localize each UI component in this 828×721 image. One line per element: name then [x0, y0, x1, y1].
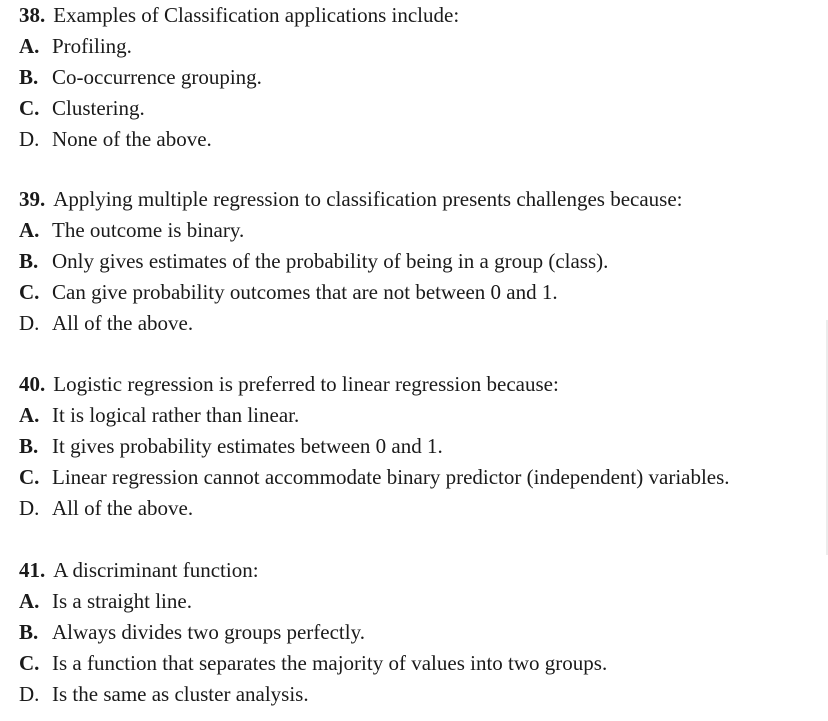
answer-option-a	[19, 400, 824, 431]
option-text: Is the same as cluster analysis.	[52, 682, 309, 706]
option-text: Is a straight line.	[52, 589, 192, 613]
option-letter: D.	[19, 682, 40, 706]
option-letter: C.	[19, 651, 40, 675]
option-letter: B.	[19, 434, 39, 458]
option-letter: A.	[19, 34, 40, 58]
question-number: 39.	[19, 187, 46, 211]
question-40	[19, 369, 824, 524]
question-stem	[19, 0, 824, 31]
option-text: All of the above.	[52, 496, 194, 520]
answer-option-b	[19, 246, 824, 277]
question-text: A discriminant function:	[53, 558, 259, 582]
option-letter: D.	[19, 127, 40, 151]
answer-option-d	[19, 308, 824, 339]
option-letter: B.	[19, 249, 39, 273]
answer-option-d	[19, 679, 824, 710]
option-text: All of the above.	[52, 311, 194, 335]
question-text: Logistic regression is preferred to linear regression because:	[53, 372, 559, 396]
question-text: Applying multiple regression to classification presents challenges because:	[53, 187, 683, 211]
answer-option-b	[19, 431, 824, 462]
answer-option-c	[19, 277, 824, 308]
option-text: The outcome is binary.	[52, 218, 245, 242]
answer-option-c	[19, 462, 824, 493]
option-letter: D.	[19, 311, 40, 335]
option-letter: B.	[19, 65, 39, 89]
option-letter: C.	[19, 96, 40, 120]
option-letter: A.	[19, 218, 40, 242]
answer-option-c	[19, 648, 824, 679]
option-text: Always divides two groups perfectly.	[52, 620, 365, 644]
question-38	[19, 0, 824, 155]
option-letter: C.	[19, 280, 40, 304]
question-number: 40.	[19, 372, 46, 396]
option-text: Co-occurrence grouping.	[52, 65, 262, 89]
option-text: Profiling.	[52, 34, 132, 58]
option-text: None of the above.	[52, 127, 212, 151]
answer-option-a	[19, 31, 824, 62]
option-text: It is logical rather than linear.	[52, 403, 300, 427]
question-stem	[19, 369, 824, 400]
question-number: 38.	[19, 3, 46, 27]
question-stem	[19, 184, 824, 215]
option-text: Can give probability outcomes that are not between 0 and 1.	[52, 280, 558, 304]
option-text: Is a function that separates the majority of values into two groups.	[52, 651, 608, 675]
question-text: Examples of Classification applications include:	[53, 3, 460, 27]
answer-option-c	[19, 93, 824, 124]
option-letter: D.	[19, 496, 40, 520]
question-41	[19, 555, 824, 710]
option-text: Linear regression cannot accommodate binary predictor (independent) variables.	[52, 465, 730, 489]
option-text: Clustering.	[52, 96, 145, 120]
option-letter: B.	[19, 620, 39, 644]
answer-option-d	[19, 493, 824, 524]
option-letter: A.	[19, 403, 40, 427]
question-39	[19, 184, 824, 339]
answer-option-b	[19, 62, 824, 93]
option-text: It gives probability estimates between 0 and 1.	[52, 434, 443, 458]
option-letter: A.	[19, 589, 40, 613]
answer-option-a	[19, 586, 824, 617]
answer-option-a	[19, 215, 824, 246]
answer-option-d	[19, 124, 824, 155]
question-number: 41.	[19, 558, 46, 582]
option-text: Only gives estimates of the probability of being in a group (class).	[52, 249, 609, 273]
question-stem	[19, 555, 824, 586]
answer-option-b	[19, 617, 824, 648]
option-letter: C.	[19, 465, 40, 489]
